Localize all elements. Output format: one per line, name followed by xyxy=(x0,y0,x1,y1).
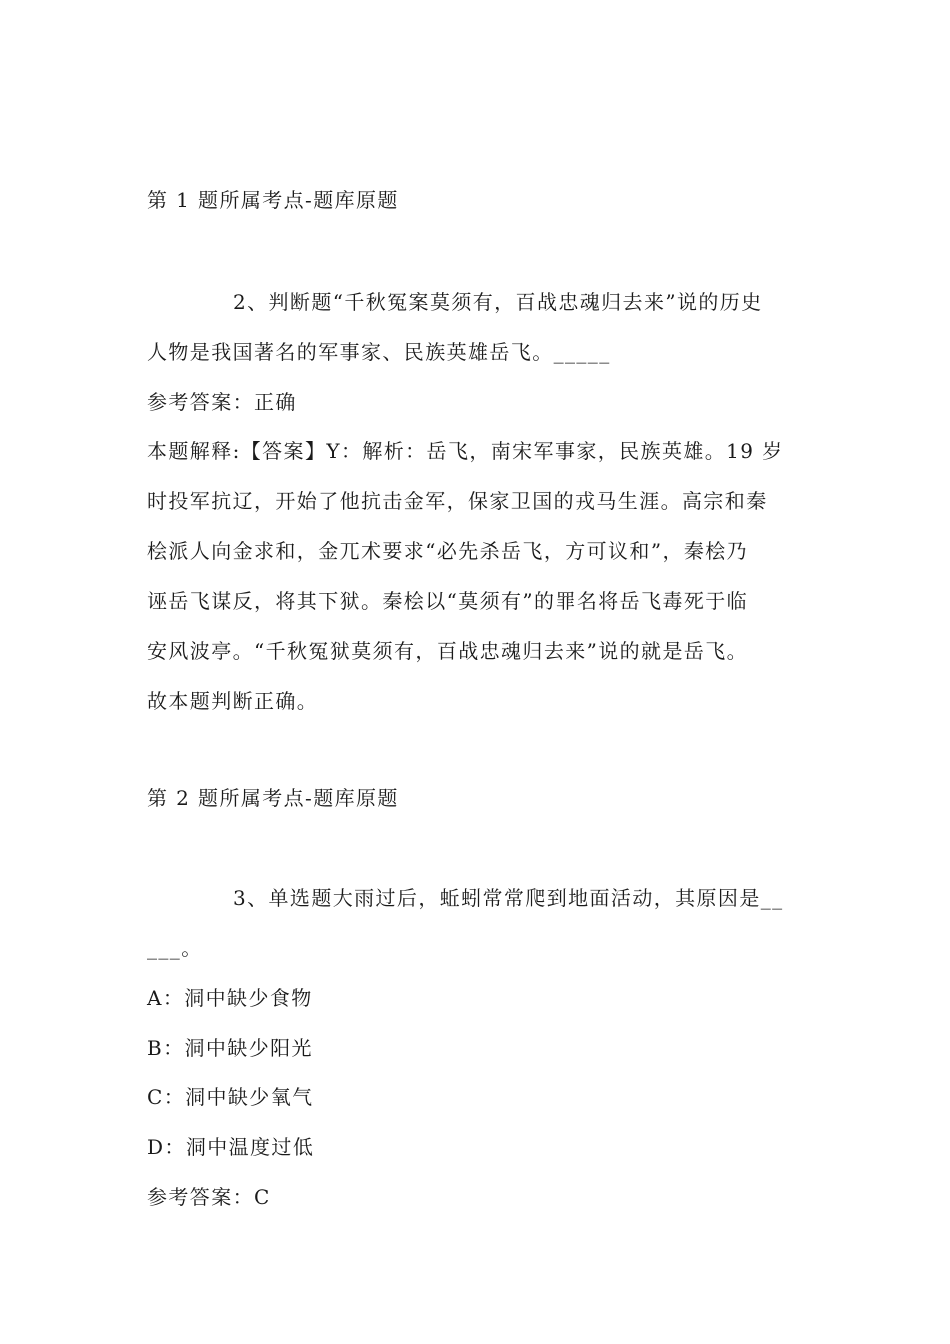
option-b: B：洞中缺少阳光 xyxy=(147,1036,313,1060)
question-2-stem-line-1: 2、判断题“千秋冤案莫须有，百战忠魂归去来”说的历史 xyxy=(233,290,763,314)
question-3-answer: 参考答案：C xyxy=(147,1185,271,1209)
question-2-explanation-line: 本题解释:【答案】Y：解析：岳飞，南宋军事家，民族英雄。19 岁 xyxy=(147,439,784,463)
option-a: A：洞中缺少食物 xyxy=(147,986,313,1010)
question-2-explanation-line: 故本题判断正确。 xyxy=(147,689,319,713)
question-2-exam-point: 第 2 题所属考点-题库原题 xyxy=(147,786,399,810)
question-3-stem-line-1: 3、单选题大雨过后，蚯蚓常常爬到地面活动，其原因是__ xyxy=(233,886,784,910)
question-1-exam-point: 第 1 题所属考点-题库原题 xyxy=(147,188,399,212)
question-2-stem-line-2: 人物是我国著名的军事家、民族英雄岳飞。_____ xyxy=(147,340,611,364)
question-2-explanation-line: 安风波亭。“千秋冤狱莫须有，百战忠魂归去来”说的就是岳飞。 xyxy=(147,639,749,663)
question-3-stem-line-2: ___。 xyxy=(147,936,203,960)
question-2-answer: 参考答案：正确 xyxy=(147,390,297,414)
question-2-explanation-line: 时投军抗辽，开始了他抗击金军，保家卫国的戎马生涯。高宗和秦 xyxy=(147,489,768,513)
option-d: D：洞中温度过低 xyxy=(147,1135,315,1159)
question-2-explanation-line: 桧派人向金求和，金兀术要求“必先杀岳飞，方可议和”，秦桧乃 xyxy=(147,539,749,563)
option-c: C：洞中缺少氧气 xyxy=(147,1085,314,1109)
question-2-explanation-line: 诬岳飞谋反，将其下狱。秦桧以“莫须有”的罪名将岳飞毒死于临 xyxy=(147,589,749,613)
